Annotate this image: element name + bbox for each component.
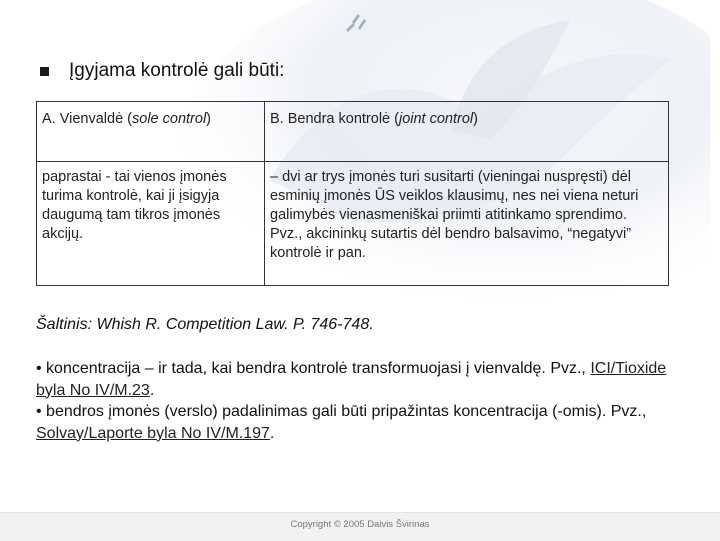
point-1-end: .	[149, 381, 155, 399]
table-header-row	[37, 102, 669, 162]
page-heading: Įgyjama kontrolė gali būti:	[69, 60, 285, 81]
sole-control-description: paprastai - tai vienos įmonės turima kontrolė, kai ji įsigyja daugumą tam tikros įmonės akcijų.	[37, 162, 265, 286]
header-joint-term: joint control	[398, 111, 474, 127]
header-sole-label: A. Vienvaldė	[42, 111, 124, 127]
joint-control-description: – dvi ar trys įmonės turi susitarti (vieningai nuspręsti) dėl esminių įmonės ŪS veiklos klausimų, nes nei viena neturi galimybės vienasmeniškai priimti atitinkamo sprendimo. Pvz., akcininkų sutartis dėl bendro balsavimo, “negatyvi” kontrolė ir pan.	[265, 162, 669, 286]
case-link-solvay-laporte[interactable]: Solvay/Laporte byla No IV/M.197	[36, 424, 270, 442]
header-joint-label: B. Bendra	[270, 111, 335, 127]
point-1-text: • koncentracija – ir tada, kai bendra kontrolė transformuojasi į vienvaldę. Pvz.,	[36, 360, 591, 377]
point-2-end: .	[269, 424, 275, 442]
heading-row	[40, 60, 284, 82]
source-citation: Šaltinis: Whish R. Competition Law. P. 746-748.	[36, 316, 374, 333]
bullet-square-icon	[40, 67, 49, 76]
header-joint-close: )	[473, 111, 478, 127]
case-link-ici-tioxide[interactable]: ICI/Tioxide byla No IV/M.23	[36, 360, 667, 399]
header-sole-open: (	[123, 111, 133, 127]
point-2-text: • bendros įmonės (verslo) padalinimas gali būti pripažintas koncentracija (-omis). Pvz.,	[36, 403, 647, 420]
header-joint-mid: kontrolė (	[334, 111, 399, 127]
header-sole-term: sole control	[132, 111, 207, 127]
control-types-table	[36, 101, 669, 286]
header-joint-control	[265, 102, 669, 162]
header-sole-close: )	[206, 111, 212, 127]
header-sole-control	[37, 102, 265, 162]
points-paragraph	[36, 358, 696, 444]
table-row	[37, 162, 669, 286]
copyright-text: Copyright © 2005 Daivis Švirinas	[290, 519, 430, 530]
